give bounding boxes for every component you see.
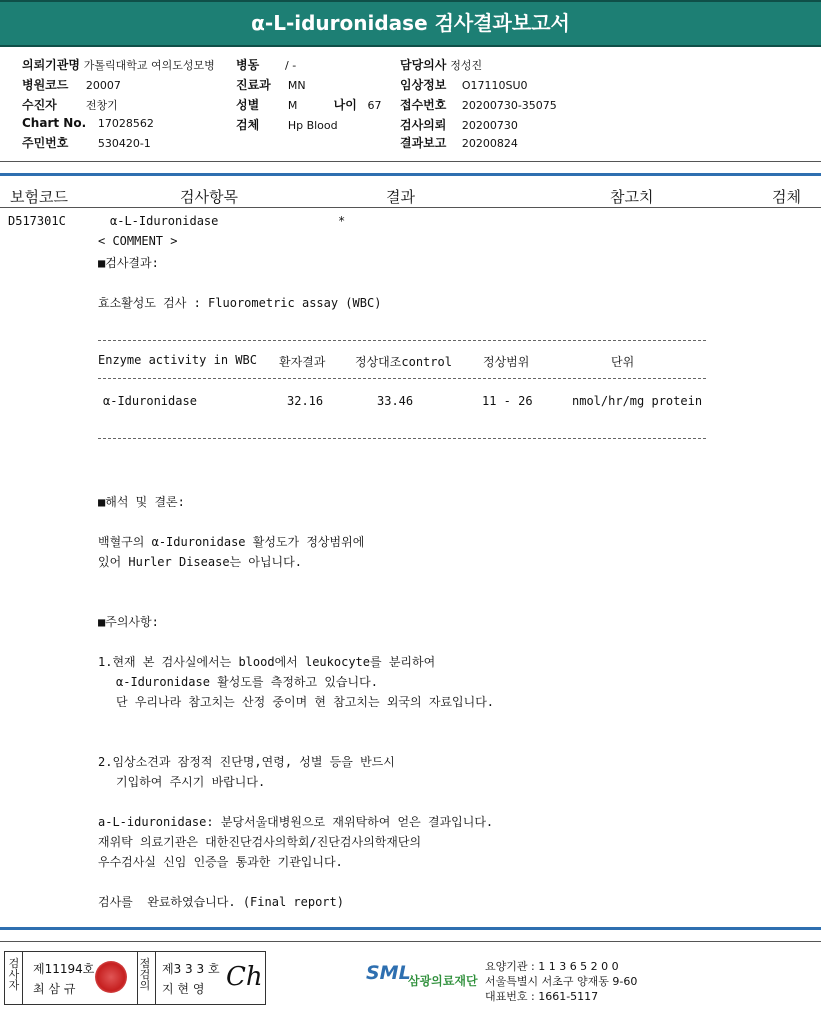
specimen-value: Hp Blood <box>287 119 338 132</box>
enzyme-row-control: 33.46 <box>377 394 414 408</box>
tester-number: 제11194호 <box>33 962 95 976</box>
checker-name: 지 현 영 <box>162 982 205 996</box>
col-specimen: 검체 <box>772 188 801 206</box>
institution-label: 의뢰기관명 <box>22 58 80 72</box>
method-text: 효소활성도 검사 : Fluorometric assay (WBC) <box>98 296 382 310</box>
divider <box>0 161 821 162</box>
ref-line-1: a-L-iduronidase: 분당서울대병원으로 재위탁하여 얻은 결과입니다. <box>98 815 494 829</box>
ref-line-2: 재위탁 의료기관은 대한진단검사의학회/진단검사의학재단의 <box>98 835 422 849</box>
report-row <box>400 134 518 151</box>
row-code: D517301C <box>8 214 66 228</box>
org-address: 서울특별시 서초구 양재동 9-60 <box>485 975 638 988</box>
patient-label: 수진자 <box>22 98 57 112</box>
dept-row <box>236 76 306 93</box>
interp-line-1: 백혈구의 α-Iduronidase 활성도가 정상범위에 <box>98 535 365 549</box>
table-rule-top <box>98 340 706 341</box>
enzyme-header-2: 환자결과 <box>279 355 326 369</box>
enzyme-header-3: 정상대조control <box>355 355 452 369</box>
enzyme-row-range: 11 - 26 <box>482 394 533 408</box>
interp-heading: ■해석 및 결론: <box>98 495 185 509</box>
clinical-row <box>400 76 528 93</box>
chart-row <box>22 116 154 130</box>
checker-label: 점 검 의 <box>139 957 151 992</box>
sml-logo: SML <box>366 962 411 984</box>
request-label: 검사의뢰 <box>400 118 447 132</box>
report-value: 20200824 <box>461 137 518 150</box>
footer-blue-divider <box>0 927 821 930</box>
org-phone: 대표번호 : 1661-5117 <box>485 990 599 1003</box>
age-value: 67 <box>367 99 382 112</box>
table-rule-bottom <box>98 438 706 439</box>
row-item: α-L-Iduronidase <box>110 214 219 228</box>
hospital-code-row <box>22 76 121 93</box>
clinical-value: O17110SU0 <box>461 79 528 92</box>
seal-stamp-icon <box>95 961 127 993</box>
col-item: 검사항목 <box>180 188 238 206</box>
id-value: 530420-1 <box>97 137 151 150</box>
hospital-code-label: 병원코드 <box>22 78 69 92</box>
comment-label: < COMMENT > <box>98 234 178 248</box>
enzyme-row-name: α-Iduronidase <box>103 394 197 408</box>
ward-label: 병동 <box>236 58 260 72</box>
note-1c: 단 우리나라 참고치는 산정 중이며 현 참고치는 외국의 자료입니다. <box>116 695 495 709</box>
institution-value: 가톨릭대학교 여의도성모병 <box>83 59 215 72</box>
checker-number: 제3 3 3 호 <box>162 962 220 976</box>
dept-label: 진료과 <box>236 78 271 92</box>
receipt-row <box>400 96 557 113</box>
enzyme-row-unit: nmol/hr/mg protein <box>572 394 703 408</box>
row-result: * <box>338 214 346 228</box>
ward-row <box>236 56 296 73</box>
enzyme-header-4: 정상범위 <box>483 355 530 369</box>
sex-row <box>236 96 381 113</box>
receipt-label: 접수번호 <box>400 98 447 112</box>
signature-mark: Ch <box>226 962 263 992</box>
note-1b: α-Iduronidase 활성도를 측정하고 있습니다. <box>116 675 378 689</box>
header-underline <box>0 207 821 208</box>
request-value: 20200730 <box>461 119 518 132</box>
ward-value: / - <box>285 59 297 72</box>
receipt-value: 20200730-35075 <box>461 99 557 112</box>
result-heading: ■검사결과: <box>98 256 159 270</box>
clinical-label: 임상정보 <box>400 78 447 92</box>
doctor-value: 정성진 <box>450 59 483 72</box>
hospital-code-value: 20007 <box>85 79 121 92</box>
specimen-row <box>236 116 338 133</box>
id-label: 주민번호 <box>22 136 69 150</box>
interp-line-2: 있어 Hurler Disease는 아닙니다. <box>98 555 302 569</box>
org-name: 삼광의료재단 <box>408 974 478 988</box>
sex-value: M <box>287 99 298 112</box>
chart-value: 17028562 <box>97 117 154 130</box>
id-row <box>22 134 151 151</box>
doctor-label: 담당의사 <box>400 58 447 72</box>
blue-divider <box>0 173 821 176</box>
final-report-text: 검사를 완료하였습니다. (Final report) <box>98 895 344 909</box>
note-heading: ■주의사항: <box>98 615 159 629</box>
enzyme-row-patient: 32.16 <box>287 394 324 408</box>
note-2a: 2.임상소견과 잠정적 진단명,연령, 성별 등을 반드시 <box>98 755 395 769</box>
patient-row <box>22 96 118 113</box>
request-row <box>400 116 518 133</box>
col-ref: 참고치 <box>610 188 654 206</box>
ref-line-3: 우수검사실 신임 인증을 통과한 기관입니다. <box>98 855 343 869</box>
org-code: 요양기관 : 1 1 3 6 5 2 0 0 <box>485 960 619 973</box>
tester-label: 검 사 자 <box>8 957 20 992</box>
col-result: 결과 <box>386 188 415 206</box>
specimen-label: 검체 <box>236 118 260 132</box>
chart-label: Chart No. <box>22 116 87 130</box>
enzyme-header-1: Enzyme activity in WBC <box>98 353 257 367</box>
dept-value: MN <box>287 79 306 92</box>
doctor-row <box>400 56 482 73</box>
report-label: 결과보고 <box>400 136 447 150</box>
patient-value: 전창기 <box>85 99 118 112</box>
note-1a: 1.현재 본 검사실에서는 blood에서 leukocyte를 분리하여 <box>98 655 436 669</box>
report-title: α-L-iduronidase 검사결과보고서 <box>0 0 821 47</box>
enzyme-header-5: 단위 <box>611 355 635 369</box>
tester-name: 최 삼 규 <box>33 982 76 996</box>
footer-divider <box>0 941 821 942</box>
note-2b: 기입하여 주시기 바랍니다. <box>116 775 266 789</box>
table-rule-mid <box>98 378 706 379</box>
col-code: 보험코드 <box>10 188 68 206</box>
institution-row <box>22 56 215 73</box>
sex-label: 성별 <box>236 98 260 112</box>
age-label: 나이 <box>333 98 357 112</box>
